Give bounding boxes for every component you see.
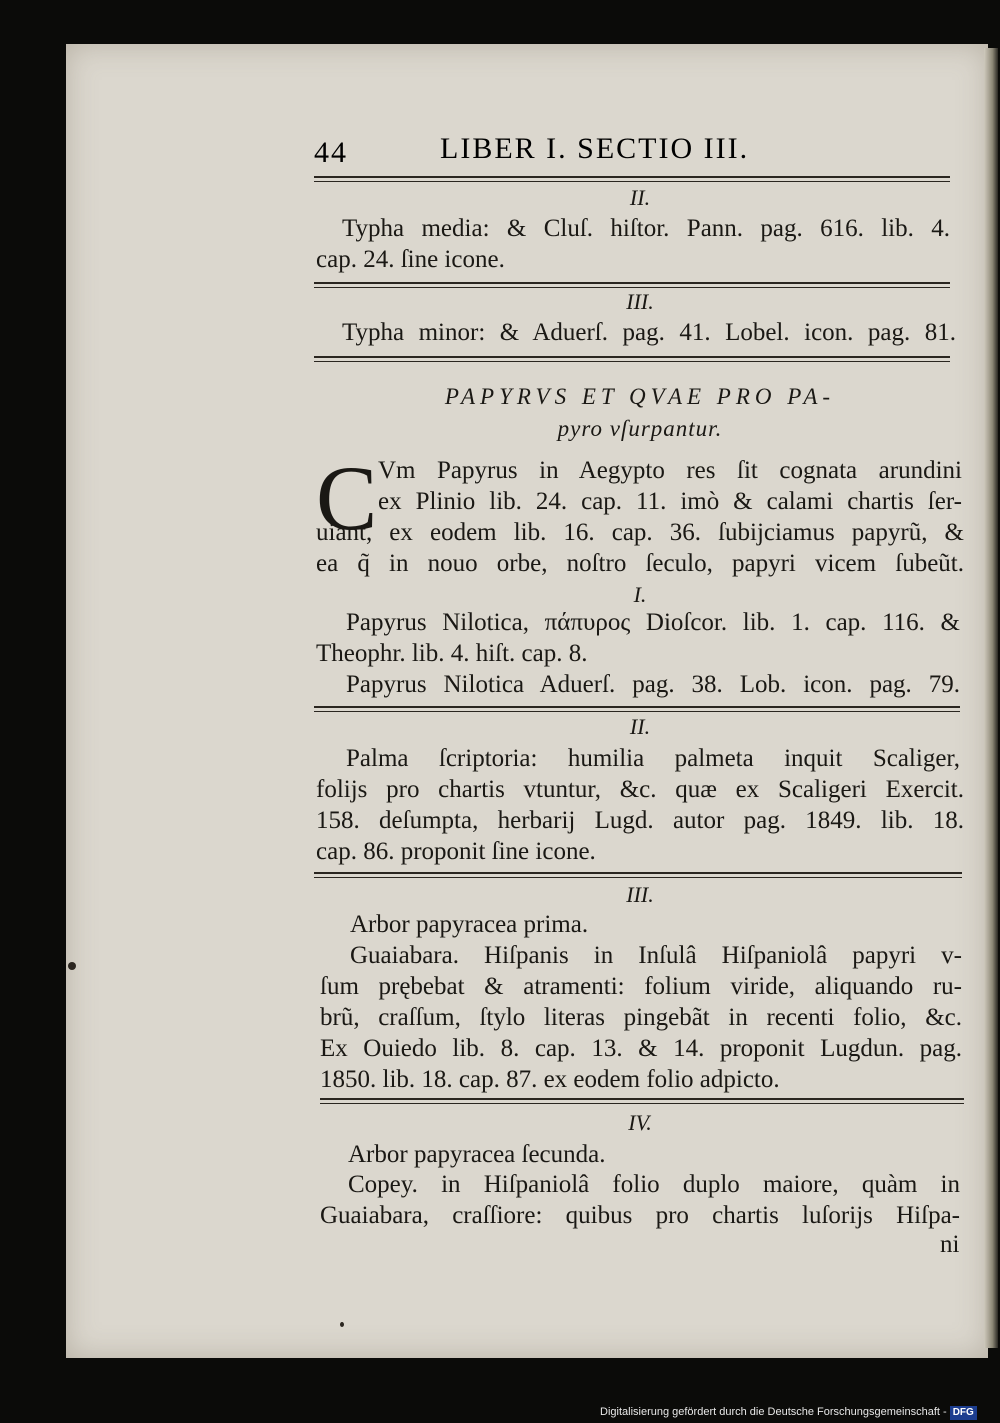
running-head: LIBER I. SECTIO III. (440, 132, 750, 165)
text-line: uiant, ex eodem lib. 16. cap. 36. ſubijciamus papyrũ, & (316, 519, 964, 546)
text-line: cap. 86. proponit ſine icone. (316, 838, 596, 865)
header-rule (314, 176, 950, 178)
digitization-footer (600, 1402, 1000, 1423)
text-line: Arbor papyracea prima. (350, 911, 589, 938)
section-title: PAPYRVS ET QVAE PRO PA- (444, 384, 836, 409)
section-rule (320, 1098, 964, 1100)
section-rule (314, 356, 950, 358)
text-line: Palma ſcriptoria: humilia palmeta inquit Scaliger, (346, 745, 960, 772)
ink-speck (340, 1322, 344, 1327)
text-line: Copey. in Hiſpaniolâ folio duplo maiore, quàm in (348, 1171, 960, 1198)
numeral-iii: III. (626, 882, 654, 907)
text-line: Vm Papyrus in Aegypto res ſit cognata arundini (378, 457, 962, 484)
text-line: Guaiabara, craſſiore: quibus pro chartis luſorijs Hiſpa- (320, 1202, 960, 1229)
drop-cap: C (316, 447, 378, 549)
text-line: Typha minor: & Aduerſ. pag. 41. Lobel. icon. pag. 81. (342, 319, 956, 346)
section-rule (314, 706, 960, 708)
text-line: Typha media: & Cluſ. hiſtor. Pann. pag. 616. lib. 4. (342, 215, 950, 242)
text-line: Papyrus Nilotica Aduerſ. pag. 38. Lob. icon. pag. 79. (346, 671, 960, 698)
page-number: 44 (314, 136, 348, 169)
text-line: brũ, craſſum, ſtylo literas pingebãt in recenti folio, &c. (320, 1004, 962, 1031)
text-line: cap. 24. ſine icone. (316, 246, 505, 273)
text-line: folijs pro chartis vtuntur, &c. quæ ex Scaligeri Exercit. (316, 776, 964, 803)
text-line: Arbor papyracea ſecunda. (348, 1141, 606, 1168)
text-line: Guaiabara. Hiſpanis in Inſulâ Hiſpaniolâ papyri v- (350, 942, 962, 969)
text-line: ex Plinio lib. 24. cap. 11. imò & calami chartis ſer- (378, 488, 962, 515)
section-title-cont: pyro vſurpantur. (557, 416, 723, 441)
ink-speck (68, 962, 76, 970)
text-line: Papyrus Nilotica, πάπυρος Dioſcor. lib. 1. cap. 116. & (346, 609, 960, 636)
numeral-iv: IV. (628, 1110, 652, 1135)
text-line: 158. deſumpta, herbarij Lugd. autor pag. 1849. lib. 18. (316, 807, 964, 834)
text-line: ſum prębebat & atramenti: folium viride, aliquando ru- (320, 973, 962, 1000)
catchword: ni (940, 1231, 960, 1258)
section-rule (314, 282, 950, 284)
text-line: Ex Ouiedo lib. 8. cap. 13. & 14. proponit Lugdun. pag. (320, 1035, 962, 1062)
numeral-ii: II. (629, 714, 651, 739)
numeral-iii: III. (626, 289, 654, 314)
text-line: 1850. lib. 18. cap. 87. ex eodem folio adpicto. (320, 1066, 780, 1093)
dfg-logo: DFG (950, 1406, 977, 1420)
text-line: Theophr. lib. 4. hiſt. cap. 8. (316, 640, 588, 667)
text-line: ea q̃ in nouo orbe, noſtro ſeculo, papyri vicem ſubeũt. (316, 550, 964, 577)
section-rule (314, 872, 962, 874)
numeral-i: I. (633, 582, 647, 607)
numeral-ii: II. (629, 185, 651, 210)
footer-text: Digitalisierung gefördert durch die Deutsche Forschungsgemeinschaft - (600, 1406, 947, 1418)
